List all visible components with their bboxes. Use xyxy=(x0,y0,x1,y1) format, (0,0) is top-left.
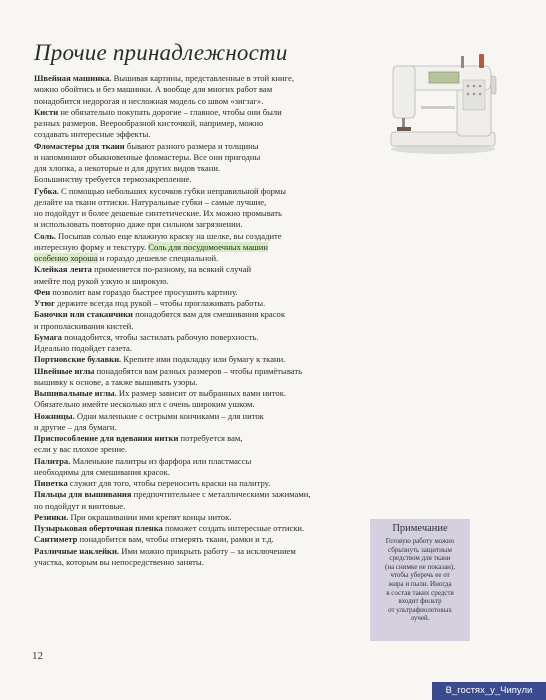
note-title: Примечание xyxy=(392,523,448,534)
item-term: Сантиметр xyxy=(34,534,78,545)
note-line: средством для ткани xyxy=(389,554,451,563)
note-line: жира и пыли. Иногда xyxy=(388,579,452,588)
text-line xyxy=(34,231,534,242)
list-item xyxy=(34,186,534,231)
item-term: Утюг xyxy=(34,298,55,308)
text-line xyxy=(34,321,534,332)
list-item xyxy=(34,298,534,309)
text-line xyxy=(34,276,534,287)
item-term: Баночки или стаканчики xyxy=(34,309,133,320)
list-item xyxy=(34,73,534,107)
item-term: Резинки. xyxy=(34,511,69,522)
note-line: Готовую работу можно xyxy=(385,537,455,545)
item-text: и гораздо дешевле специальной. xyxy=(97,253,219,263)
list-item xyxy=(34,264,534,287)
item-text: Большинству требуется термозакрепление. xyxy=(34,174,192,185)
text-line xyxy=(34,422,534,433)
item-text: разных размеров. Веерообразной кисточкой, например, можно xyxy=(34,118,264,128)
item-text: поможет создать интересные оттиски. xyxy=(162,523,305,533)
item-text: При окрашивании ими крепят концы ниток. xyxy=(68,511,232,522)
watermark: В_гостях_у_Чипули xyxy=(432,682,546,700)
text-line xyxy=(34,489,534,500)
list-item xyxy=(34,366,534,389)
item-term: Портновские булавки. xyxy=(34,354,122,365)
item-text: Обязательно имейте несколько игл с очень широким ушком. xyxy=(34,399,255,410)
item-text: предпочтительнее с металлическими зажимами, xyxy=(131,489,311,500)
item-text: бывают разного размера и толщины xyxy=(124,140,259,151)
text-line xyxy=(34,377,534,388)
list-item xyxy=(34,287,534,298)
item-term: Соль. xyxy=(34,230,56,241)
text-line xyxy=(34,478,534,489)
item-text: применяется по-разному, на всякий случай xyxy=(91,264,252,275)
item-term: Приспособление для вдевания нитки xyxy=(34,433,179,443)
item-term: Кисти xyxy=(34,106,59,117)
text-line xyxy=(34,163,534,174)
note-line: чтобы уберечь ее от xyxy=(390,571,450,580)
item-term: Бумага xyxy=(34,331,62,342)
text-line xyxy=(34,219,534,230)
text-line xyxy=(34,456,534,467)
text-line xyxy=(34,366,534,377)
note-line: в состав таких средств xyxy=(386,588,454,597)
item-text: имейте под рукой узкую и широкую. xyxy=(34,275,169,286)
item-text: создавать интересные эффекты. xyxy=(34,129,151,140)
item-text: и прополаскивания кистей. xyxy=(34,320,134,331)
text-line xyxy=(34,84,534,95)
item-text: вышивку к основе, а также вышивать узоры. xyxy=(34,376,198,387)
list-item xyxy=(34,388,534,411)
text-line xyxy=(34,444,534,455)
text-line xyxy=(34,467,534,478)
list-item xyxy=(34,489,534,512)
item-text: Идеально подойдет газета. xyxy=(34,343,133,353)
item-text: интересную форму и текстуру. xyxy=(34,241,149,252)
text-line xyxy=(34,107,534,118)
item-text: Посыпав солью еще влажную краску на шелке, вы создадите xyxy=(55,230,282,241)
item-term: Фен xyxy=(34,286,51,297)
item-text: не обязательно покупать дорогие – главное, чтобы они были xyxy=(58,106,282,117)
text-line xyxy=(34,197,534,208)
list-item xyxy=(34,231,534,265)
supplies-list xyxy=(34,73,534,568)
text-line xyxy=(34,129,534,140)
item-term: Пузырьковая оберточная пленка xyxy=(34,523,163,533)
item-term: Губка. xyxy=(34,185,59,196)
highlighted-text: Соль для посудомоечных машин xyxy=(148,241,268,252)
text-line xyxy=(34,343,534,354)
item-term: Фломастеры для ткани xyxy=(34,140,125,151)
list-item xyxy=(34,411,534,434)
text-line xyxy=(34,399,534,410)
text-line xyxy=(34,411,534,422)
item-text: делайте на ткани оттиски. Натуральные губки – самые лучшие, xyxy=(34,196,267,207)
item-text: Одни маленькие с острыми кончиками – для ниток xyxy=(74,410,264,421)
text-line xyxy=(34,208,534,219)
item-term: Швейные иглы xyxy=(34,365,95,376)
text-line xyxy=(34,152,534,163)
list-item xyxy=(34,107,534,141)
item-text: служит для того, чтобы переносить краски на палитру. xyxy=(67,478,271,488)
text-line xyxy=(34,332,534,343)
note-text xyxy=(370,537,470,623)
highlighted-text: особенно хороша xyxy=(34,253,98,263)
list-item xyxy=(34,332,534,355)
item-term: Клейкая лента xyxy=(34,264,92,275)
item-term: Палитра. xyxy=(34,455,71,466)
item-text: понадобятся вам разных размеров – чтобы примётывать xyxy=(94,365,303,376)
item-text: и другие – для бумаги. xyxy=(34,421,117,432)
item-text: но подойдут и винтовые. xyxy=(34,500,126,511)
item-text: Маленькие палитры из фарфора или пластмассы xyxy=(70,455,252,466)
list-item xyxy=(34,478,534,489)
item-text: С помощью небольших кусочков губки неправильной формы xyxy=(58,185,287,196)
item-text: позволит вам гораздо быстрее просушить картину. xyxy=(50,286,238,297)
item-text: для хлопка, а некоторые и для других видов ткани. xyxy=(34,163,221,173)
item-term: Различные наклейки. xyxy=(34,545,120,556)
item-text: но подойдут и более дешевые синтетические. Их можно промывать xyxy=(34,208,282,218)
page-number: 12 xyxy=(32,650,43,662)
text-line xyxy=(34,298,534,309)
note-line: лучей. xyxy=(410,614,430,623)
item-term: Пяльцы для вышивания xyxy=(34,489,132,500)
list-item xyxy=(34,309,534,332)
item-text: потребуется вам, xyxy=(178,433,243,443)
text-line xyxy=(34,253,534,264)
text-line xyxy=(34,287,534,298)
text-line xyxy=(34,309,534,320)
item-text: Ими можно прикрыть работу – за исключением xyxy=(119,545,296,556)
item-text: понадобится недорогая и несложная модель со швом «зигзаг». xyxy=(34,95,264,106)
list-item xyxy=(34,456,534,479)
note-line: сбрызнуть защитным xyxy=(388,545,452,554)
text-line xyxy=(34,96,534,107)
item-term: Швейная машинка. xyxy=(34,73,112,83)
note-line: входит фильтр xyxy=(398,597,442,606)
item-text: можно обойтись и без машинки. А вообще для многих работ вам xyxy=(34,84,273,95)
note-line: (на снимке не показан), xyxy=(385,562,455,571)
list-item xyxy=(34,354,534,365)
item-text: понадобятся вам для смешивания красок xyxy=(132,309,286,320)
item-text: участка, которым вы непосредственно заняты. xyxy=(34,556,204,567)
text-line xyxy=(34,141,534,152)
note-line: от ультрафиолетовых xyxy=(388,605,452,614)
text-line xyxy=(34,264,534,275)
item-text: необходимы для смешивания красок. xyxy=(34,466,170,477)
text-line xyxy=(34,118,534,129)
item-text: и напоминают обыкновенные фломастеры. Все они пригодны xyxy=(34,151,261,162)
text-line xyxy=(34,354,534,365)
item-text: Крепите ими подкладку или бумагу к ткани. xyxy=(121,354,286,365)
item-text: держите всегда под рукой – чтобы проглаживать работы. xyxy=(55,298,266,308)
text-line xyxy=(34,186,534,197)
item-text: Их размер зависит от выбранных вами ниток. xyxy=(116,388,287,398)
text-line xyxy=(34,501,534,512)
text-line xyxy=(34,242,534,253)
list-item xyxy=(34,141,534,186)
item-term: Вышивальные иглы. xyxy=(34,388,117,398)
text-line xyxy=(34,388,534,399)
text-line xyxy=(34,174,534,185)
text-line xyxy=(34,433,534,444)
item-text: Вышивая картины, представленные в этой книге, xyxy=(111,73,294,83)
item-text: и использовать повторно даже при сильном загрязнении. xyxy=(34,219,243,230)
item-text: понадобится, чтобы застилать рабочую поверхность. xyxy=(61,331,259,342)
item-text: понадобится вам, чтобы отмерять ткани, рамки и т.д. xyxy=(77,534,274,545)
note-box xyxy=(370,519,470,641)
item-term: Пипетка xyxy=(34,478,68,488)
item-text: если у вас плохое зрение. xyxy=(34,444,128,455)
text-line xyxy=(34,73,534,84)
item-term: Ножницы. xyxy=(34,410,75,421)
list-item xyxy=(34,433,534,456)
page-title: Прочие принадлежности xyxy=(34,40,288,65)
